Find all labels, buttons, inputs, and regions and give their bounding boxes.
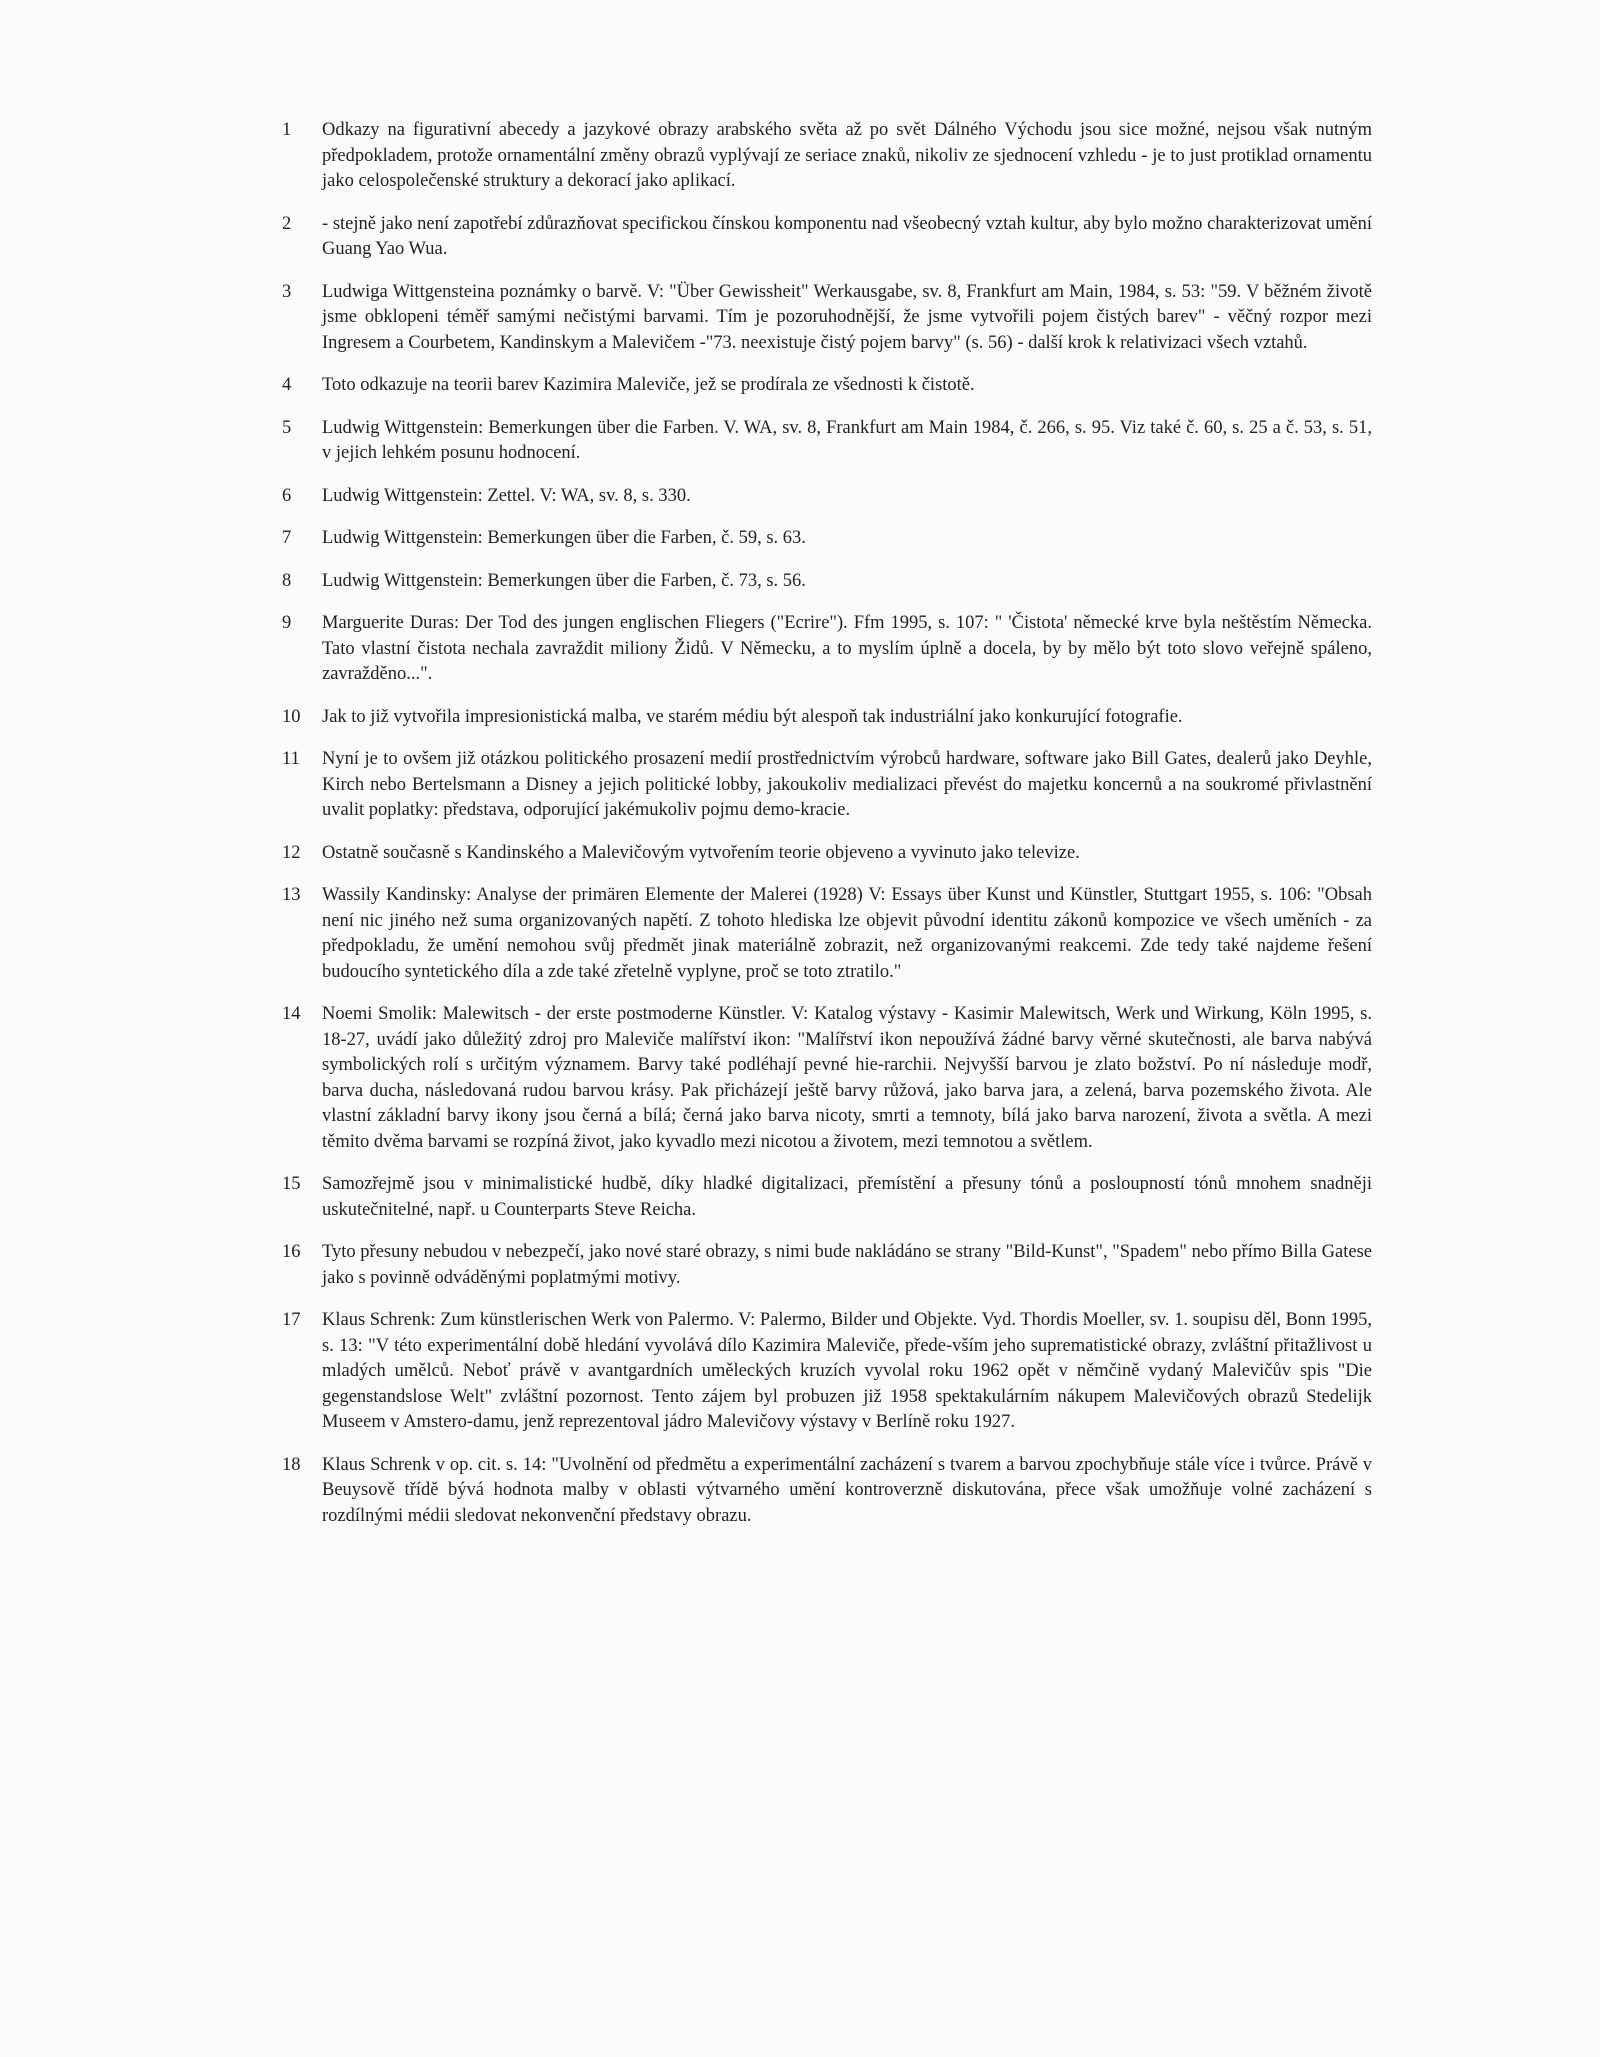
footnote-text: Wassily Kandinsky: Analyse der primären Elemente der Malerei (1928) V: Essays über Kunst und Künstler, Stuttgart 1955, s. 106: "Obsah není nic jiného než suma organizovaných napětí. Z tohoto hlediska lze objevit původní identitu zákonů kompozice ve všech uměních - za předpokladu, že umění nemohou svůj předmět jinak materiálně zobrazit, než organizovanými reakcemi. Zde tedy také najdeme řešení budoucího syntetického díla a zde také zřetelně vyplyne, proč se toto ztratilo." — [322, 885, 1372, 982]
footnote-number: 9 — [282, 613, 292, 633]
footnote — [282, 280, 1372, 357]
footnote — [282, 526, 1372, 552]
footnote-text: - stejně jako není zapotřebí zdůrazňovat specifickou čínskou komponentu nad všeobecný vztah kultur, aby bylo možno charakterizovat umění Guang Yao Wua. — [322, 213, 1372, 259]
footnote-number: 16 — [282, 1242, 301, 1262]
footnote-number: 18 — [282, 1454, 301, 1475]
footnote-number: 4 — [282, 375, 292, 395]
footnote — [282, 118, 1372, 195]
footnote-text: Ludwig Wittgenstein: Bemerkungen über die Farben. V. WA, sv. 8, Frankfurt am Main 1984, č. 266, s. 95. Viz také č. 60, s. 25 a č. 53, s. 51, v jejich lehkém posunu hodnocení. — [322, 417, 1372, 463]
footnote-text: Tyto přesuny nebudou v nebezpečí, jako nové staré obrazy, s nimi bude nakládáno se strany "Bild-Kunst", "Spadem" nebo přímo Billa Gatese jako s povinně odváděnými poplatmými motivy. — [322, 1242, 1372, 1288]
footnote-number: 14 — [282, 1004, 301, 1024]
footnote-number: 13 — [282, 885, 301, 905]
footnote-text: Toto odkazuje na teorii barev Kazimira Maleviče, jež se prodírala ze všednosti k čistotě. — [322, 375, 975, 395]
footnote-number: 11 — [282, 749, 300, 769]
footnote — [282, 1240, 1372, 1291]
footnote — [282, 747, 1372, 824]
footnote-text: Ostatně současně s Kandinského a Malevičovým vytvořením teorie objeveno a vyvinuto jako televize. — [322, 842, 1080, 863]
footnotes-list — [282, 118, 1372, 1546]
footnote-number: 12 — [282, 842, 301, 863]
footnote-number: 2 — [282, 213, 292, 234]
footnote-text: Nyní je to ovšem již otázkou politického prosazení medií prostřednictvím výrobců hardware, software jako Bill Gates, dealerů jako Deyhle, Kirch nebo Bertelsmann a Disney a jejich politické lobby, jakoukoliv medializaci převést do majetku koncernů a na soukromé přivlastnění uvalit poplatky: představa, odporující jakémukoliv pojmu demo-kracie. — [322, 749, 1372, 820]
footnote — [282, 569, 1372, 595]
footnote — [282, 1002, 1372, 1155]
footnote-number: 7 — [282, 528, 292, 548]
footnote-text: Jak to již vytvořila impresionistická malba, ve starém médiu být alespoň tak industriální jako konkurující fotografie. — [322, 706, 1183, 727]
footnote-text: Marguerite Duras: Der Tod des jungen englischen Fliegers ("Ecrire"). Ffm 1995, s. 107: " 'Čistota' německé krve byla neštěstím Německa. Tato vlastní čistota nechala zavraždit miliony Židů. V Německu, a to myslím úplně a docela, by by mělo být toto slovo veřejně spáleno, zavražděno...". — [322, 613, 1372, 684]
footnote — [282, 212, 1372, 263]
footnote-text: Samozřejmě jsou v minimalistické hudbě, díky hladké digitalizaci, přemístění a přesuny tónů a posloupností tónů mnohem snadněji uskutečnitelné, např. u Counterparts Steve Reicha. — [322, 1174, 1372, 1220]
footnote-number: 1 — [282, 120, 292, 140]
footnote-text: Noemi Smolik: Malewitsch - der erste postmoderne Künstler. V: Katalog výstavy - Kasimir Malewitsch, Werk und Wirkung, Köln 1995, s. 18-27, uvádí jako důležitý zdroj pro Maleviče malířství ikon: "Malířství ikon nepoužívá žádné barvy věrné skutečnosti, ale barva nabývá symbolických rolí s určitým významem. Barvy také podléhají pevné hie-rarchii. Nejvyšší barvou je zlato božství. Po ní následuje modř, barva ducha, následovaná rudou barvou krásy. Pak přicházejí ještě barvy růžová, jako barva jara, a zelená, barva pozemského života. Ale vlastní základní barvy ikony jsou černá a bílá; černá jako barva nicoty, smrti a temnoty, bílá jako barva narození, života a světla. A mezi těmito dvěma barvami se rozpíná život, jako kyvadlo mezi nicotou a životem, mezi temnotou a světlem. — [322, 1004, 1372, 1152]
footnote-number: 8 — [282, 570, 292, 591]
footnote-number: 10 — [282, 706, 301, 727]
footnote-text: Ludwiga Wittgensteina poznámky o barvě. V: "Über Gewissheit" Werkausgabe, sv. 8, Frankfurt am Main, 1984, s. 53: "59. V běžném životě jsme obklopeni téměř samými nečistými barvami. Tím je pozoruhodnější, že jsme vytvořili pojem čistých barev" - věčný rozpor mezi Ingresem a Courbetem, Kandinskym a Malevičem -"73. neexistuje čistý pojem barvy" (s. 56) - další krok k relativizaci všech vztahů. — [322, 281, 1372, 353]
footnote-text: Odkazy na figurativní abecedy a jazykové obrazy arabského světa až po svět Dálného Východu jsou sice možné, nejsou však nutným předpokladem, protože ornamentální změny obrazů vyplývají ze seriace znaků, nikoliv ze sjednocení vzhledu - je to just protiklad ornamentu jako celospolečenské struktury a dekorací jako aplikací. — [322, 120, 1372, 191]
footnote-text: Klaus Schrenk v op. cit. s. 14: "Uvolnění od předmětu a experimentální zacházení s tvarem a barvou zpochybňuje stále více i tvůrce. Právě v Beuysově třídě bývá hodnota malby v oblasti výtvarného umění kontroverzně diskutována, přece však umožňuje volné zacházení s rozdílnými médii sledovat nekonvenční představy obrazu. — [322, 1454, 1372, 1526]
footnote-number: 17 — [282, 1310, 301, 1330]
footnote-text: Ludwig Wittgenstein: Bemerkungen über die Farben, č. 59, s. 63. — [322, 528, 806, 548]
footnote — [282, 1308, 1372, 1436]
footnote — [282, 1172, 1372, 1223]
footnote-number: 6 — [282, 485, 292, 506]
footnote-text: Klaus Schrenk: Zum künstlerischen Werk von Palermo. V: Palermo, Bilder und Objekte. Vyd. Thordis Moeller, sv. 1. soupisu děl, Bonn 1995, s. 13: "V této experimentální době hledání vyvolává dílo Kazimira Maleviče, přede-vším jeho suprematistické obrazy, zvláštní přitažlivost u mladých umělců. Neboť právě v avantgardních uměleckých kruzích vyvolal roku 1962 opět v němčině vydaný Malevičův spis "Die gegenstandslose Welt" zvláštní pozornost. Tento zájem byl probuzen již 1958 spektakulárním nákupem Malevičových obrazů Stedelijk Museem v Amstero-damu, jenž reprezentoval jádro Malevičovy výstavy v Berlíně roku 1927. — [322, 1310, 1372, 1432]
footnote — [282, 705, 1372, 731]
footnote — [282, 883, 1372, 985]
footnote — [282, 416, 1372, 467]
footnote — [282, 484, 1372, 510]
footnote-text: Ludwig Wittgenstein: Zettel. V: WA, sv. 8, s. 330. — [322, 485, 691, 506]
footnote-number: 3 — [282, 281, 292, 302]
footnote-number: 15 — [282, 1174, 301, 1194]
footnote — [282, 611, 1372, 688]
footnote — [282, 1453, 1372, 1530]
footnote — [282, 841, 1372, 867]
footnote-text: Ludwig Wittgenstein: Bemerkungen über die Farben, č. 73, s. 56. — [322, 570, 806, 591]
footnote-number: 5 — [282, 417, 292, 438]
footnote — [282, 373, 1372, 399]
